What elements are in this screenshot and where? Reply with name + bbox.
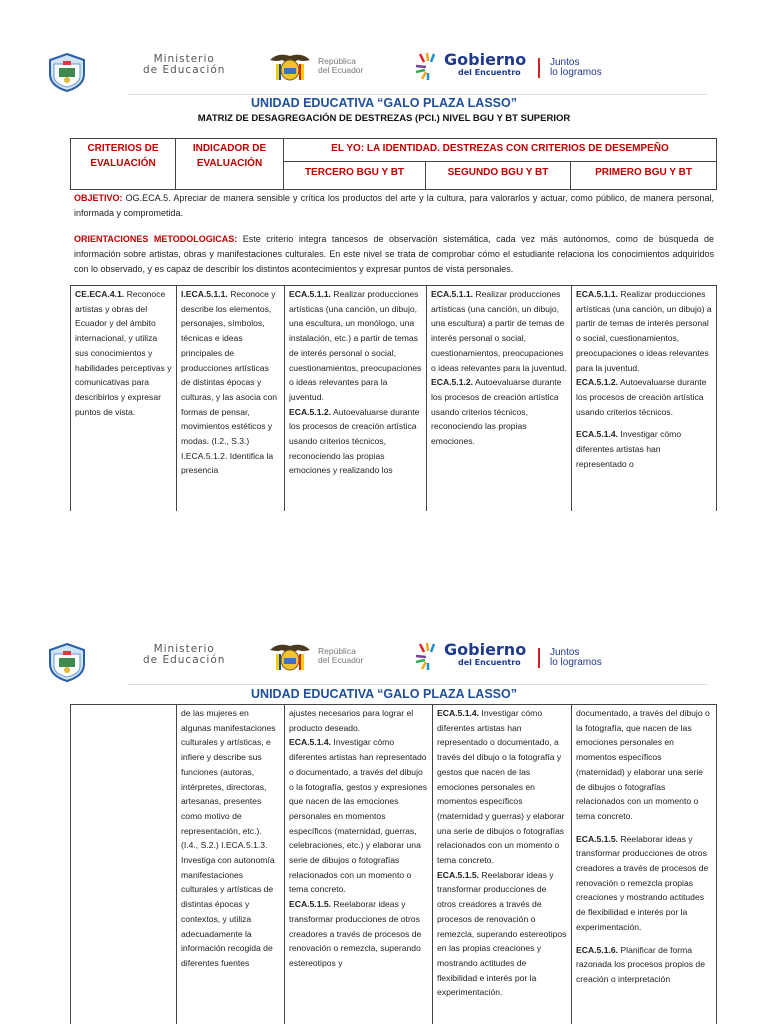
header-divider: [128, 684, 708, 685]
primero-code-6: ECA.5.1.6.: [576, 944, 619, 955]
grid-line: [716, 285, 717, 511]
ministerio-logo-text: [143, 54, 225, 76]
objetivo-paragraph: [74, 191, 714, 221]
header-divider: [128, 94, 708, 95]
ministerio-line-1: Ministerio: [153, 53, 215, 65]
criterio-text: Reconoce artistas y obras del Ecuador y del ámbito internacional, y utiliza sus conocimientos y habilidades perceptivas y comunicativas para describirlos y expresar puntos de vista.: [75, 289, 172, 417]
tercero-header-label: TERCERO BGU Y BT: [304, 167, 405, 178]
criterios-header-label: CRITERIOS DE EVALUACIÓN: [87, 143, 159, 169]
republica-logo-text: [318, 647, 363, 665]
juntos-line-2: lo logramos: [550, 67, 602, 78]
orientaciones-label: ORIENTACIONES METODOLOGICAS:: [74, 234, 238, 244]
juntos-line-1: Juntos: [550, 57, 580, 68]
grid-line: [70, 704, 71, 1024]
tercero-code-2: ECA.5.1.2.: [289, 406, 332, 417]
objetivo-label: OBJETIVO:: [74, 193, 123, 203]
matrix-title: MATRIZ DE DESAGREGACIÓN DE DESTREZAS (PCI.) NIVEL BGU Y BT SUPERIOR: [197, 113, 571, 124]
page-header: [0, 626, 768, 688]
segundo-text-1: Realizar producciones artísticas (una canción, un dibujo, una escultura) a partir de temas de interés personal o social, cuestionamientos, preocupaciones o ideas relevantes para la juventud.: [431, 289, 567, 373]
primero-text-3: Investigar cómo diferentes artistas han representado o: [576, 429, 682, 469]
primero-text-1: Realizar producciones artísticas (una canción, un dibujo) a partir de temas de interés personal o social, cuestionamientos, preocupaciones o ideas relevantes para la juventud.: [576, 289, 712, 373]
gobierno-mark-icon: [414, 52, 442, 82]
indicador-cell-continued: [177, 706, 284, 1024]
juntos-logo-text: [550, 648, 602, 668]
segundo-header-label: SEGUNDO BGU Y BT: [447, 167, 549, 178]
segundo-text-5: Reelaborar ideas y transformar producciones de otros creadores a través de procesos de renovación o remezcla, superando estereotipos en las propias creaciones y mostrando actitudes de flexibilidad e interés por la experimentación.: [437, 869, 567, 998]
republica-line-1: República: [318, 56, 356, 66]
primero-code-2: ECA.5.1.2.: [576, 377, 619, 388]
indicador-code: I.ECA.5.1.1.: [181, 289, 228, 299]
segundo-header: [425, 161, 571, 190]
juntos-line-2: lo logramos: [550, 657, 602, 668]
gobierno-mark-icon: [414, 642, 442, 672]
segundo-code-5: ECA.5.1.5.: [437, 869, 480, 880]
criterios-header: [70, 138, 176, 190]
school-shield-icon: [46, 52, 88, 92]
gobierno-title: Gobierno: [444, 50, 527, 69]
school-shield-icon: [46, 642, 88, 682]
republica-line-2: del Ecuador: [318, 65, 364, 75]
tercero-text-4: Investigar cómo diferentes artistas han representado o documentado, a través del dibujo o la fotografía, gestos y expresiones que nacen de las emociones personales en momentos específicos (maternidad, guerras, celebraciones, etc.) y elaborar una serie de dibujos o fotografías relacionados con un momento o tema concreto.: [289, 737, 428, 895]
gobierno-logo-text: [444, 52, 526, 77]
gobierno-subtitle: del Encuentro: [458, 658, 521, 667]
ministerio-logo-text: [143, 644, 225, 666]
juntos-logo-text: [550, 58, 602, 78]
ecuador-coat-of-arms-icon: [268, 640, 312, 672]
segundo-code-1: ECA.5.1.1.: [431, 289, 474, 299]
gobierno-subtitle: del Encuentro: [458, 68, 521, 77]
republica-line-1: República: [318, 646, 356, 656]
tercero-cell: [285, 287, 426, 511]
ministerio-line-1: Ministerio: [153, 643, 215, 655]
primero-cell: [572, 287, 716, 511]
page-header: [0, 36, 768, 98]
indicador-text: Reconoce y describe los elementos, personajes, símbolos, técnicas e ideas principales de producciones artísticas de distintas épocas y culturas, y las asocia con formas de pensar, movimientos estéticos y modas. (I.2., S.3.) I.ECA.5.1.2. Identifica la presencia: [181, 289, 278, 476]
school-title: UNIDAD EDUCATIVA “GALO PLAZA LASSO”: [251, 96, 517, 110]
primero-code-5: ECA.5.1.5.: [576, 833, 619, 844]
objetivo-text: OG.ECA.5. Apreciar de manera sensible y crítica los productos del arte y la cultura, para valorarlos y actuar, como público, de manera personal, informada y comprometida.: [74, 193, 714, 218]
el-yo-header-label: EL YO: LA IDENTIDAD. DESTREZAS CON CRITERIOS DE DESEMPEÑO: [331, 143, 669, 154]
tercero-header: [283, 161, 426, 190]
primero-text-5: Reelaborar ideas y transformar producciones de otros creadores a través de procesos de renovación o remezcla propias creaciones y mostrando actitudes de flexibilidad e interés por la experimentación.: [576, 833, 709, 932]
indicador-cell: [177, 287, 284, 511]
primero-code-1: ECA.5.1.1.: [576, 289, 619, 299]
grid-line: [716, 704, 717, 1024]
tercero-code-4: ECA.5.1.4.: [289, 737, 332, 748]
tercero-code-5: ECA.5.1.5.: [289, 899, 332, 910]
criterio-cell: [71, 287, 176, 511]
logo-separator: [538, 648, 540, 668]
tercero-text-1: Realizar producciones artísticas (una canción, un dibujo, una escultura, un monólogo, una instalación, etc.) a partir de temas de interés personal o social, cuestionamientos, preocupaciones o ideas relevantes para la juventud.: [289, 289, 422, 402]
primero-text-6: Planificar de forma razonada los procesos propios de creación o interpretación: [576, 944, 705, 984]
tercero-code-1: ECA.5.1.1.: [289, 289, 332, 299]
republica-logo-text: [318, 57, 363, 75]
segundo-code-4: ECA.5.1.4.: [437, 708, 480, 718]
juntos-line-1: Juntos: [550, 647, 580, 658]
el-yo-header: [283, 138, 717, 162]
ministerio-line-2: de Educación: [143, 64, 226, 76]
tercero-text-2: Autoevaluarse durante los procesos de creación artística usando criterios técnicos, reconociendo las propias emociones y realizando los: [289, 406, 420, 476]
segundo-cell: [427, 287, 571, 511]
primero-text-2: Autoevaluarse durante los procesos de creación artística usando criterios técnicos.: [576, 377, 707, 417]
segundo-text-4: Investigar cómo diferentes artistas han representado o documentado, a través del dibujo o la fotografía y gestos que nacen de las emociones personales en momentos específicos (maternidad y guerras) y elaborar una serie de dibujos o fotografías relacionados con un momento o tema concreto.: [437, 708, 565, 866]
gobierno-logo-text: [444, 642, 526, 667]
school-title: UNIDAD EDUCATIVA “GALO PLAZA LASSO”: [251, 687, 517, 701]
indicador-header-label: INDICADOR DE EVALUACIÓN: [192, 143, 267, 169]
orientaciones-text: Este criterio integra tancesos de observación sistemática, cada vez más autónomos, como de búsqueda de información sobre artistas, obras y manifestaciones culturales. En este nivel se trata de comprobar cómo el estudiante relaciona los conocimientos adquiridos con lo observado, y es capaz de describir los distintos acontecimientos y expresar puntos de vista personales.: [74, 234, 714, 274]
ecuador-coat-of-arms-icon: [268, 50, 312, 82]
segundo-cell-continued: [433, 706, 571, 1024]
orientaciones-paragraph: [74, 232, 714, 277]
segundo-text-2: Autoevaluarse durante los procesos de creación artística usando criterios técnicos, reconociendo las propias emociones.: [431, 377, 562, 447]
ministerio-line-2: de Educación: [143, 654, 226, 666]
tercero-text-5: Reelaborar ideas y transformar producciones de otros creadores a través de procesos de renovación o remezcla, superando estereotipos y: [289, 899, 422, 968]
republica-line-2: del Ecuador: [318, 655, 364, 665]
tercero-continued-text: ajustes necesarios para lograr el producto deseado.: [289, 708, 414, 733]
primero-cell-continued: [572, 706, 716, 1024]
logo-separator: [538, 58, 540, 78]
gobierno-title: Gobierno: [444, 640, 527, 659]
primero-code-3: ECA.5.1.4.: [576, 429, 619, 440]
primero-header-label: PRIMERO BGU Y BT: [595, 167, 692, 178]
primero-header: [570, 161, 717, 190]
tercero-cell-continued: [285, 706, 432, 1024]
criterio-code: CE.ECA.4.1.: [75, 289, 125, 299]
document-page-2: [0, 620, 768, 1024]
primero-continued-text: documentado, a través del dibujo o la fotografía, que nacen de las emociones personales en momentos específicos (maternidad) y elaborar una serie de dibujos o fotografías relacionados con un momento o tema concreto.: [576, 708, 710, 821]
segundo-code-2: ECA.5.1.2.: [431, 377, 474, 388]
indicador-header: [175, 138, 284, 190]
content-top-rule: [70, 285, 717, 286]
content-top-rule: [70, 704, 717, 705]
indicador-continued-text: de las mujeres en algunas manifestaciones culturales y artísticas, e infiere y describe sus funciones (autoras, intérpretes, directoras, artesanas, presentes como motivo de representación, etc.). (I.4., S.2.) I.ECA.5.1.3. Investiga con autonomía manifestaciones culturales y artísticas de distintas épocas y contextos, y utiliza adecuadamente la información recogida de diferentes fuentes: [181, 708, 276, 968]
